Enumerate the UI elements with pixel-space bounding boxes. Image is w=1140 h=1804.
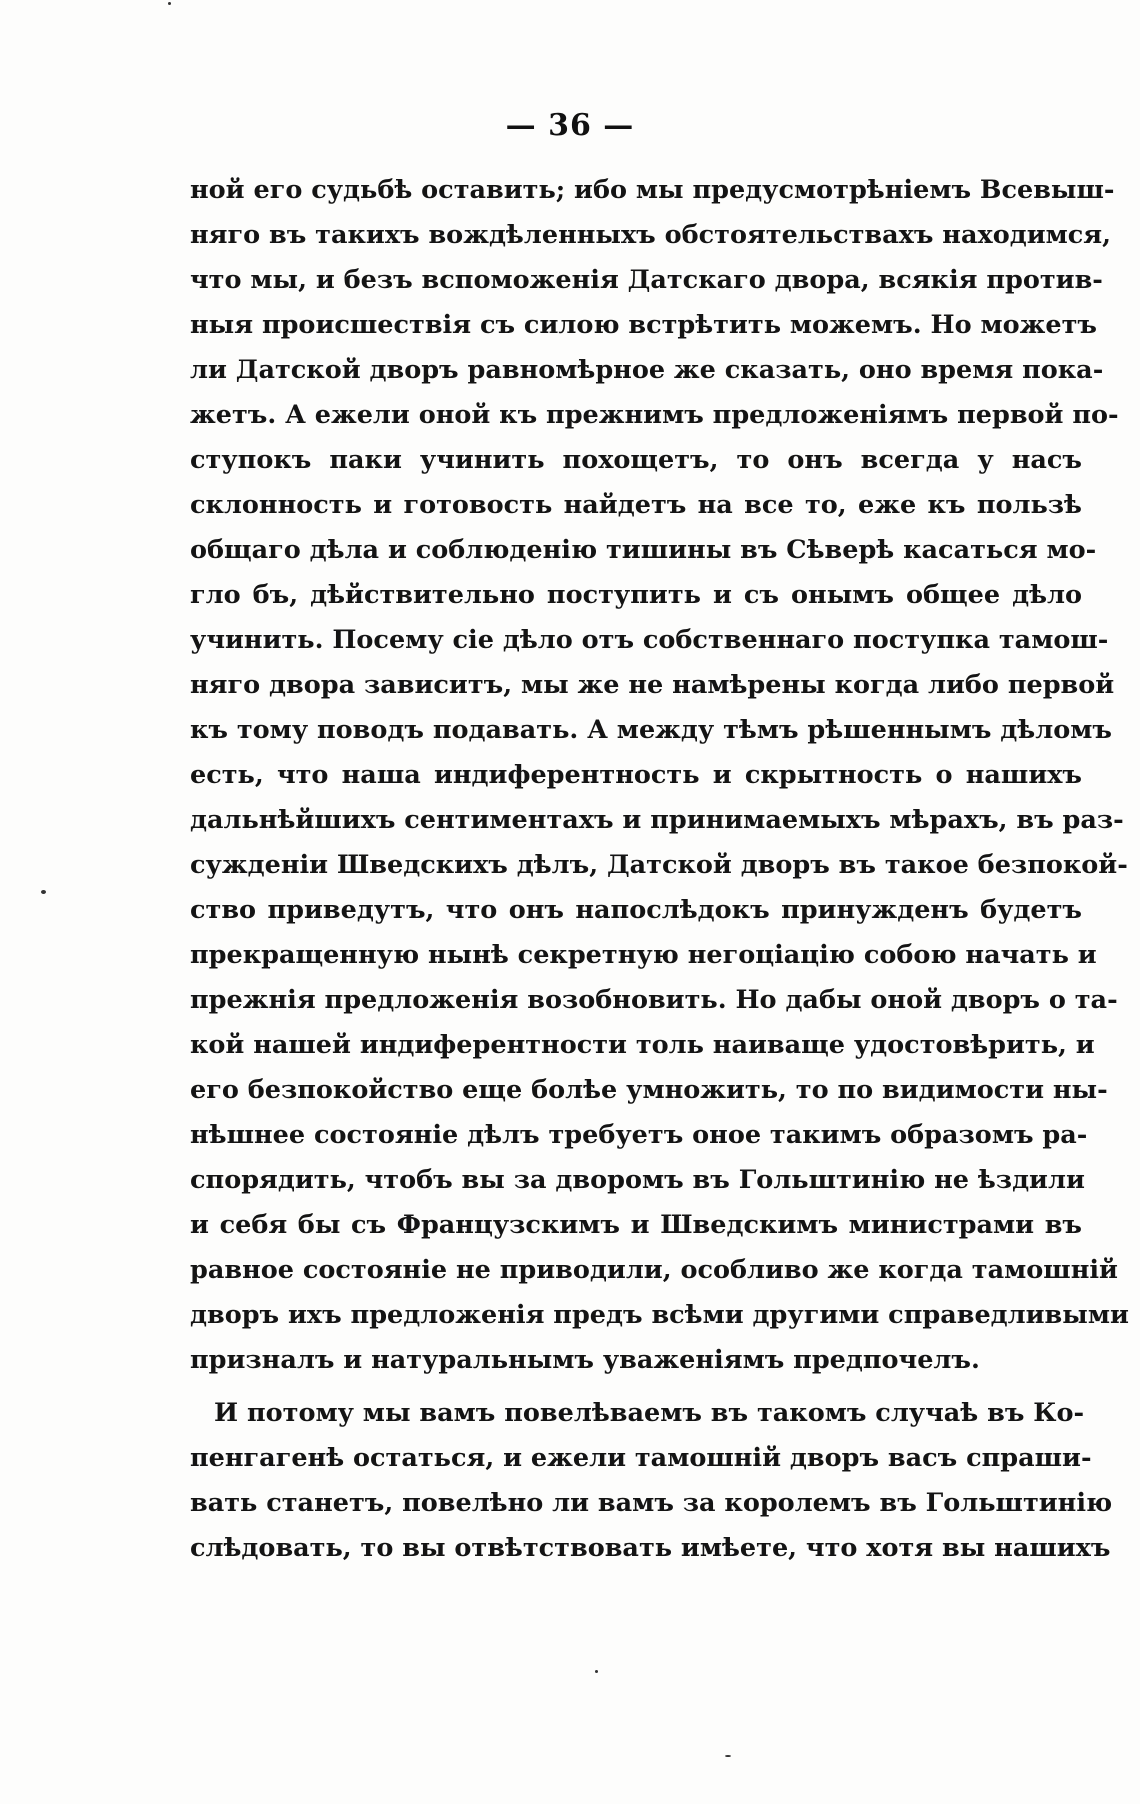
text-line: И потому мы вамъ повелѣваемъ въ такомъ случаѣ въ Ко- [214, 1398, 1085, 1428]
text-line: общаго дѣла и соблюденію тишины въ Сѣверѣ касаться мо- [190, 535, 1097, 565]
text-line: призналъ и натуральнымъ уваженіямъ предпочелъ. [190, 1345, 980, 1375]
scan-speck [41, 890, 46, 894]
text-line: ство приведутъ, что онъ напослѣдокъ принужденъ будетъ [190, 895, 1082, 925]
text-line: учинить. Посему сіе дѣло отъ собственнаго поступка тамош- [190, 625, 1109, 655]
text-line: няго двора зависитъ, мы же не намѣрены когда либо первой [190, 670, 1115, 700]
text-line: прекращенную нынѣ секретную негоціацію собою начать и [190, 940, 1097, 970]
text-line: пенгагенѣ остаться, и ежели тамошній дворъ васъ спраши- [190, 1443, 1092, 1473]
text-line: и себя бы съ Французскимъ и Шведскимъ министрами въ [190, 1210, 1082, 1240]
text-line: что мы, и безъ вспоможенія Датскаго двора, всякія против- [190, 265, 1103, 295]
text-line: няго въ такихъ вождѣленныхъ обстоятельствахъ находимся, [190, 220, 1112, 250]
body-text [190, 168, 1129, 1571]
text-line: равное состояніе не приводили, особливо же когда тамошній [190, 1255, 1118, 1285]
text-line: его безпокойство еще болѣе умножить, то по видимости ны- [190, 1075, 1108, 1105]
text-line: дворъ ихъ предложенія предъ всѣми другими справедливыми [190, 1300, 1129, 1330]
text-line: вать станетъ, повелѣно ли вамъ за королемъ въ Гольштинію [190, 1488, 1113, 1518]
text-line: къ тому поводъ подавать. А между тѣмъ рѣшеннымъ дѣломъ [190, 715, 1112, 745]
text-line: кой нашей индиферентности толь наиваще удостовѣрить, и [190, 1030, 1095, 1060]
page-number: — 36 — [505, 108, 635, 143]
text-line: нѣшнее состояніе дѣлъ требуетъ оное такимъ образомъ ра- [190, 1120, 1088, 1150]
text-line: прежнія предложенія возобновить. Но дабы оной дворъ о та- [190, 985, 1118, 1015]
scan-speck [595, 1670, 598, 1673]
text-line: ступокъ паки учинить похощетъ, то онъ всегда у насъ [190, 445, 1082, 475]
text-line: есть, что наша индиферентность и скрытность о нашихъ [190, 760, 1082, 790]
text-line: дальнѣйшихъ сентиментахъ и принимаемыхъ мѣрахъ, въ раз- [190, 805, 1124, 835]
text-line: ли Датской дворъ равномѣрное же сказать, оно время пока- [190, 355, 1104, 385]
paragraph [190, 168, 1129, 1383]
text-line: слѣдовать, то вы отвѣтствовать имѣете, что хотя вы нашихъ [190, 1533, 1111, 1563]
scan-speck [168, 2, 171, 5]
text-line: жетъ. А ежели оной къ прежнимъ предложеніямъ первой по- [190, 400, 1119, 430]
text-line: сужденіи Шведскихъ дѣлъ, Датской дворъ въ такое безпокой- [190, 850, 1128, 880]
paragraph-gap [190, 1383, 1082, 1391]
text-line: склонность и готовость найдетъ на все то, еже къ пользѣ [190, 490, 1082, 520]
text-line: ной его судьбѣ оставить; ибо мы предусмотрѣніемъ Всевыш- [190, 175, 1115, 205]
scan-speck [725, 1755, 731, 1757]
text-line: гло бъ, дѣйствительно поступить и съ онымъ общее дѣло [190, 580, 1082, 610]
text-line: спорядить, чтобъ вы за дворомъ въ Гольштинію не ѣздили [190, 1165, 1085, 1195]
text-line: ныя происшествія съ силою встрѣтить можемъ. Но можетъ [190, 310, 1097, 340]
paragraph [190, 1391, 1113, 1571]
